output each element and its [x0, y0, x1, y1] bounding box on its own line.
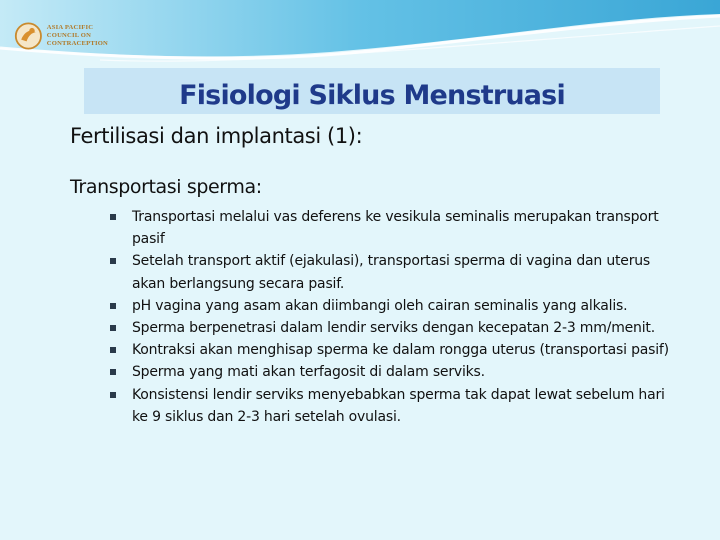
bullet-square-icon — [110, 369, 116, 375]
bullet-square-icon — [110, 392, 116, 398]
apcoc-logo-icon — [14, 20, 43, 52]
bullet-item — [110, 317, 680, 339]
slide-title: Fisiologi Siklus Menstruasi — [179, 79, 565, 111]
bullet-square-icon — [110, 347, 116, 353]
bullet-item — [110, 384, 680, 428]
logo-line: COUNCIL ON — [46, 32, 92, 39]
bullet-text: Transportasi melalui vas deferens ke vesikula seminalis merupakan transport pasif — [132, 209, 659, 248]
bullet-square-icon — [110, 214, 116, 220]
header-swoosh — [0, 0, 720, 70]
logo-text — [47, 24, 108, 48]
bullet-text: Sperma yang mati akan terfagosit di dalam serviks. — [132, 364, 485, 381]
bullet-item — [110, 339, 680, 361]
bullet-text: Sperma berpenetrasi dalam lendir serviks dengan kecepatan 2-3 mm/menit. — [132, 320, 655, 337]
slide-subtitle: Fertilisasi dan implantasi (1): — [70, 124, 363, 148]
bullet-item — [110, 361, 680, 383]
bullet-text: Setelah transport aktif (ejakulasi), transportasi sperma di vagina dan uterus akan berlangsung secara pasif. — [132, 253, 651, 292]
bullet-item — [110, 295, 680, 317]
bullet-text: pH vagina yang asam akan diimbangi oleh cairan seminalis yang alkalis. — [132, 297, 628, 314]
bullet-square-icon — [110, 258, 116, 264]
section-heading: Transportasi sperma: — [70, 176, 262, 198]
bullet-text: Konsistensi lendir serviks menyebabkan sperma tak dapat lewat sebelum hari ke 9 siklus dan 2-3 hari setelah ovulasi. — [132, 386, 665, 425]
bullet-square-icon — [110, 303, 116, 309]
title-box — [84, 68, 660, 114]
bullet-item — [110, 206, 680, 250]
bullet-text: Kontraksi akan menghisap sperma ke dalam rongga uterus (transportasi pasif) — [132, 342, 669, 359]
logo — [14, 14, 108, 58]
logo-line: ASIA PACIFIC — [46, 24, 94, 31]
bullet-list — [110, 206, 680, 428]
bullet-square-icon — [110, 325, 116, 331]
logo-line: CONTRACEPTION — [46, 40, 108, 47]
bullet-item — [110, 250, 680, 294]
